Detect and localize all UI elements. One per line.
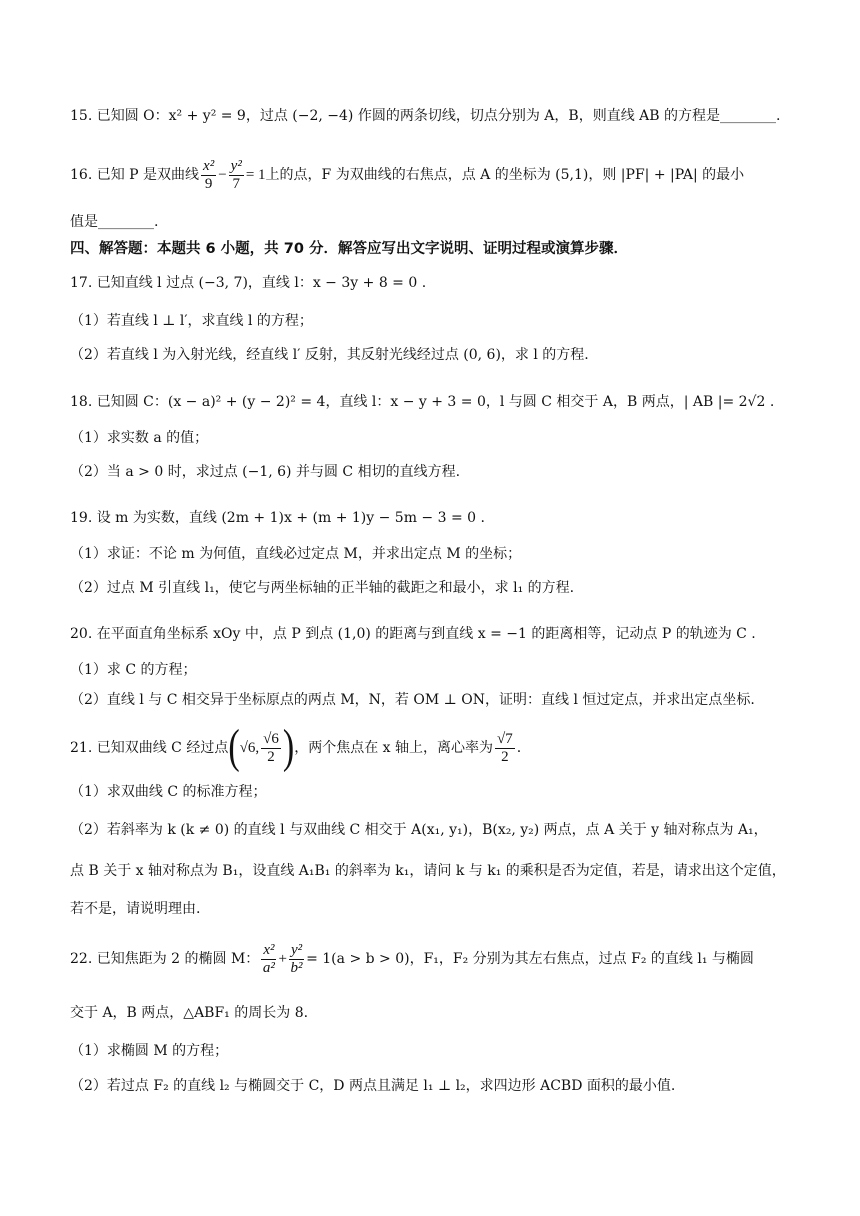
section-4-heading: 四、解答题：本题共 6 小题，共 70 分．解答应写出文字说明、证明过程或演算步骤．: [70, 241, 628, 257]
right-paren: ): [282, 721, 295, 774]
question-21-part-1: （1）求双曲线 C 的标准方程；: [70, 784, 267, 800]
question-21-part-2-line3: 若不是，请说明理由.: [70, 901, 201, 917]
q22-plus: +: [278, 951, 287, 967]
question-18-part-1: （1）求实数 a 的值；: [70, 430, 209, 446]
q21-point-y-fraction: $\frac{√6}{2}$: [263, 730, 279, 765]
q16-equals: = 1: [245, 167, 266, 183]
q16-fraction-x: $\frac{\text{x²}}{9}$: [203, 157, 215, 192]
q21-mid: ，两个焦点在 x 轴上，离心率为: [294, 740, 493, 756]
question-16-line2: 值是________.: [70, 214, 159, 230]
question-16-stem: [70, 152, 796, 198]
question-15: 15. 已知圆 O：x² + y² = 9，过点 (−2, −4) 作圆的两条切线，切点分别为 A，B，则直线 AB 的方程是________.: [70, 108, 781, 124]
question-22-part-2: （2）若过点 F₂ 的直线 l₂ 与椭圆交于 C，D 两点且满足 l₁ ⊥ l₂，求四边形 ACBD 面积的最小值.: [70, 1078, 676, 1094]
question-17-stem: 17. 已知直线 l 过点 (−3, 7)，直线 l：x − 3y + 8 = 0 .: [70, 275, 427, 291]
q16-lead: 16. 已知 P 是双曲线: [70, 167, 200, 183]
q22-lead: 22. 已知焦距为 2 的椭圆 M：: [70, 951, 260, 967]
q22-condition: = 1(a > b > 0)，F₁，F₂ 分别为其左右焦点，过点 F₂ 的直线 l₁ 与椭圆: [306, 951, 754, 967]
q21-end: .: [516, 740, 522, 756]
question-20-part-1: （1）求 C 的方程；: [70, 662, 197, 678]
question-18-stem: 18. 已知圆 C：(x − a)² + (y − 2)² = 4，直线 l：x − y + 3 = 0，l 与圆 C 相交于 A，B 两点，| AB |= 2√2 .: [70, 394, 775, 410]
q16-fraction-y: $\frac{\text{y²}}{7}$: [230, 157, 242, 192]
q22-fraction-y: $\frac{\text{y²}}{\text{b²}}$: [290, 941, 303, 976]
question-20-part-2: （2）直线 l 与 C 相交异于坐标原点的两点 M，N，若 OM ⊥ ON，证明：直线 l 恒过定点，并求出定点坐标.: [70, 692, 755, 708]
question-21-stem: [70, 722, 796, 774]
question-22-part-1: （1）求椭圆 M 的方程；: [70, 1043, 229, 1059]
q22-fraction-x: $\frac{\text{x²}}{\text{a²}}$: [262, 941, 275, 976]
question-19-part-1: （1）求证：不论 m 为何值，直线必过定点 M，并求出定点 M 的坐标；: [70, 546, 522, 562]
question-22-line2: 交于 A，B 两点，△ABF₁ 的周长为 8.: [70, 1005, 309, 1021]
question-19-part-2: （2）过点 M 引直线 l₁，使它与两坐标轴的正半轴的截距之和最小，求 l₁ 的方程.: [70, 580, 575, 596]
q16-tail: 上的点，F 为双曲线的右焦点，点 A 的坐标为 (5,1)，则 |PF| + |PA| 的最小: [265, 167, 745, 183]
question-19-stem: 19. 设 m 为实数，直线 (2m + 1)x + (m + 1)y − 5m − 3 = 0 .: [70, 510, 485, 526]
question-21-part-2-line1: （2）若斜率为 k (k ≠ 0) 的直线 l 与双曲线 C 相交于 A(x₁, y₁)，B(x₂, y₂) 两点，点 A 关于 y 轴对称点为 A₁，: [70, 822, 768, 838]
q21-point-x: √6,: [239, 740, 260, 756]
q21-eccentricity-fraction: $\frac{√7}{2}$: [497, 730, 513, 765]
left-paren: (: [228, 721, 240, 774]
q16-minus: −: [218, 167, 227, 183]
question-20-stem: 20. 在平面直角坐标系 xOy 中，点 P 到点 (1,0) 的距离与到直线 x = −1 的距离相等，记动点 P 的轨迹为 C .: [70, 626, 756, 642]
question-22-stem: [70, 936, 796, 982]
question-18-part-2: （2）当 a > 0 时，求过点 (−1, 6) 并与圆 C 相切的直线方程.: [70, 464, 461, 480]
question-21-part-2-line2: 点 B 关于 x 轴对称点为 B₁，设直线 A₁B₁ 的斜率为 k₁，请问 k 与 k₁ 的乘积是否为定值，若是，请求出这个定值，: [70, 863, 786, 879]
q21-lead: 21. 已知双曲线 C 经过点: [70, 740, 229, 756]
question-17-part-2: （2）若直线 l 为入射光线，经直线 l′ 反射，其反射光线经过点 (0, 6)，求 l 的方程.: [70, 347, 589, 363]
question-17-part-1: （1）若直线 l ⊥ l′，求直线 l 的方程；: [70, 313, 313, 329]
